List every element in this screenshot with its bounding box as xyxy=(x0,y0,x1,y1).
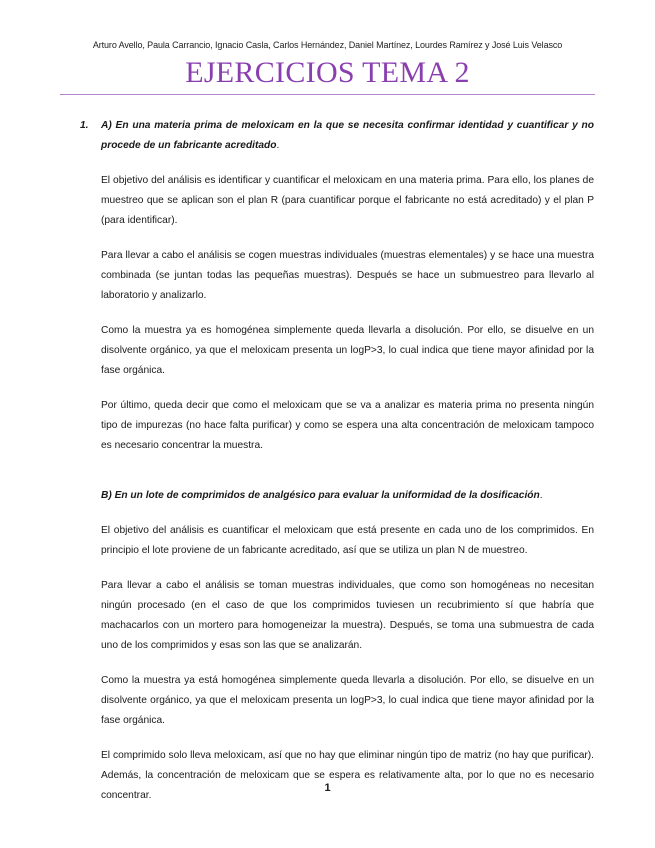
section-b-paragraph-1: El objetivo del análisis es cuantificar el meloxicam que está presente en cada uno de los comprimidos. En principio el lote proviene de un fabricante acreditado, así que se utiliza un plan N de muestreo. xyxy=(101,525,594,556)
section-a-heading-period: . xyxy=(276,140,280,151)
section-a-heading-text: A) En una materia prima de meloxicam en la que se necesita confirmar identidad y cuantificar y no procede de un fabricante acreditado xyxy=(101,120,594,151)
section-b-heading-text: B) En un lote de comprimidos de analgésico para evaluar la uniformidad de la dosificación xyxy=(101,490,540,501)
title-divider xyxy=(60,94,595,95)
exercise-number: 1. xyxy=(80,120,89,131)
section-b-paragraph-4: El comprimido solo lleva meloxicam, así que no hay que eliminar ningún tipo de matriz (no hay que purificar). Además, la concentración de meloxicam que se espera es relativamente alta, por lo que no es necesario concentrar. xyxy=(101,750,594,801)
section-b-paragraph-2: Para llevar a cabo el análisis se toman muestras individuales, que como son homogéneas no necesitan ningún procesado (en el caso de que los comprimidos tuviesen un recubrimiento sí que habría que machacarlos con un mortero para homogeneizar la muestra). Después, se toma una submuestra de cada uno de los comprimidos y esas son las que se analizarán. xyxy=(101,580,594,651)
section-a-paragraph-1: El objetivo del análisis es identificar y cuantificar el meloxicam en una materia prima. Para ello, los planes de muestreo que se aplican son el plan R (para cuantificar porque el fabricante no está acreditado) y el plan P (para identificar). xyxy=(101,175,594,226)
section-a-paragraph-3: Como la muestra ya es homogénea simplemente queda llevarla a disolución. Por ello, se disuelve en un disolvente orgánico, ya que el meloxicam presenta un logP>3, lo cual indica que tiene mayor afinidad por la fase orgánica. xyxy=(101,325,594,376)
section-b-heading-period: . xyxy=(539,490,543,501)
page-number: 1 xyxy=(324,782,331,794)
section-b-heading xyxy=(101,486,594,506)
document-body xyxy=(80,116,594,806)
section-a-paragraph-4: Por último, queda decir que como el meloxicam que se va a analizar es materia prima no presenta ningún tipo de impurezas (no hace falta purificar) y como se espera una alta concentración de meloxicam tampoco es necesario concentrar la muestra. xyxy=(101,400,594,451)
section-b-paragraph-3: Como la muestra ya está homogénea simplemente queda llevarla a disolución. Por ello, se disuelve en un disolvente orgánico, ya que el meloxicam presenta un logP>3, lo cual indica que tiene mayor afinidad por la fase orgánica. xyxy=(101,675,594,726)
section-a-heading xyxy=(80,116,594,156)
page-title: EJERCICIOS TEMA 2 xyxy=(185,56,470,89)
section-a-paragraph-2: Para llevar a cabo el análisis se cogen muestras individuales (muestras elementales) y se hace una muestra combinada (se juntan todas las pequeñas muestras). Después se hace un submuestreo para llevarlo al laboratorio y analizarlo. xyxy=(101,250,594,301)
authors-line: Arturo Avello, Paula Carrancio, Ignacio Casla, Carlos Hernández, Daniel Martínez, Lourdes Ramírez y José Luis Velasco xyxy=(92,40,563,50)
